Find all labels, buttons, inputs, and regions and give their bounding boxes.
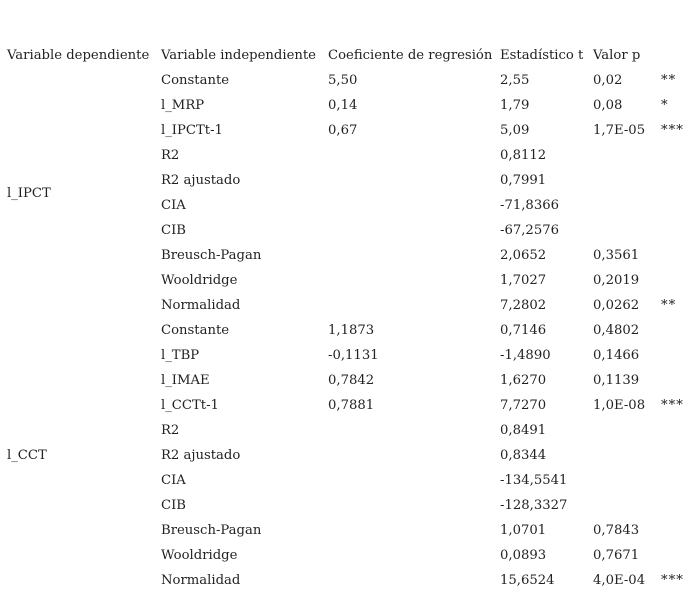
p-value-cell: 0,1466	[593, 348, 640, 363]
p-value-cell: 0,02	[593, 73, 623, 88]
coefficient-cell: 1,1873	[328, 323, 375, 338]
significance-cell: **	[661, 73, 677, 88]
p-value-cell: 1,0E-08	[593, 398, 646, 413]
t-statistic-cell: 0,8491	[500, 423, 547, 438]
table-row	[0, 122, 695, 147]
table-row	[0, 547, 695, 572]
independent-variable-cell: Constante	[161, 323, 230, 338]
table-row	[0, 222, 695, 247]
table-row	[0, 447, 695, 472]
p-value-cell: 0,1139	[593, 373, 640, 388]
header-dependent-variable: Variable dependiente	[7, 48, 150, 63]
t-statistic-cell: 5,09	[500, 123, 530, 138]
table-row	[0, 147, 695, 172]
coefficient-cell: 0,7881	[328, 398, 375, 413]
independent-variable-cell: l_MRP	[161, 98, 205, 113]
table-row	[0, 372, 695, 397]
table-row	[0, 347, 695, 372]
independent-variable-cell: R2	[161, 148, 180, 163]
header-independent-variable: Variable independiente	[161, 48, 316, 63]
coefficient-cell: 5,50	[328, 73, 358, 88]
table-row	[0, 497, 695, 522]
independent-variable-cell: l_IPCTt-1	[161, 123, 223, 138]
header-regression-coefficient: Coeficiente de regresión	[328, 48, 493, 63]
coefficient-cell: 0,14	[328, 98, 358, 113]
significance-cell: ***	[661, 398, 684, 413]
t-statistic-cell: 7,2802	[500, 298, 547, 313]
p-value-cell: 0,2019	[593, 273, 640, 288]
independent-variable-cell: Constante	[161, 73, 230, 88]
significance-cell: ***	[661, 123, 684, 138]
table-row	[0, 172, 695, 197]
t-statistic-cell: -71,8366	[500, 198, 559, 213]
p-value-cell: 0,0262	[593, 298, 640, 313]
significance-cell: ***	[661, 573, 684, 588]
table-row	[0, 297, 695, 322]
header-p-value: Valor p	[593, 48, 641, 63]
p-value-cell: 0,3561	[593, 248, 640, 263]
table-row	[0, 197, 695, 222]
table-row	[0, 272, 695, 297]
significance-cell: *	[661, 98, 669, 113]
independent-variable-cell: CIA	[161, 473, 186, 488]
header-row	[0, 47, 695, 72]
p-value-cell: 0,7671	[593, 548, 640, 563]
p-value-cell: 0,7843	[593, 523, 640, 538]
independent-variable-cell: l_IMAE	[161, 373, 210, 388]
table-row	[0, 97, 695, 122]
t-statistic-cell: 0,0893	[500, 548, 547, 563]
independent-variable-cell: Normalidad	[161, 573, 241, 588]
t-statistic-cell: 0,7146	[500, 323, 547, 338]
coefficient-cell: 0,7842	[328, 373, 375, 388]
coefficient-cell: 0,67	[328, 123, 358, 138]
table-row	[0, 397, 695, 422]
independent-variable-cell: Breusch-Pagan	[161, 248, 262, 263]
t-statistic-cell: 7,7270	[500, 398, 547, 413]
t-statistic-cell: 1,0701	[500, 523, 547, 538]
independent-variable-cell: CIB	[161, 223, 186, 238]
table-row	[0, 322, 695, 347]
independent-variable-cell: CIA	[161, 198, 186, 213]
independent-variable-cell: l_TBP	[161, 348, 200, 363]
t-statistic-cell: -1,4890	[500, 348, 551, 363]
independent-variable-cell: R2 ajustado	[161, 173, 241, 188]
table-row	[0, 472, 695, 497]
independent-variable-cell: Wooldridge	[161, 548, 238, 563]
table-row	[0, 522, 695, 547]
dependent-variable-label: l_CCT	[7, 448, 47, 463]
significance-cell: **	[661, 298, 677, 313]
header-t-statistic: Estadístico t	[500, 48, 584, 63]
t-statistic-cell: 0,8112	[500, 148, 547, 163]
independent-variable-cell: Normalidad	[161, 298, 241, 313]
t-statistic-cell: 15,6524	[500, 573, 555, 588]
independent-variable-cell: l_CCTt-1	[161, 398, 219, 413]
t-statistic-cell: 0,7991	[500, 173, 547, 188]
t-statistic-cell: 1,7027	[500, 273, 547, 288]
table-row	[0, 247, 695, 272]
t-statistic-cell: -67,2576	[500, 223, 559, 238]
p-value-cell: 0,4802	[593, 323, 640, 338]
t-statistic-cell: 1,6270	[500, 373, 547, 388]
table-row	[0, 572, 695, 597]
t-statistic-cell: 2,0652	[500, 248, 547, 263]
dependent-variable-label: l_IPCT	[7, 186, 51, 201]
t-statistic-cell: -128,3327	[500, 498, 568, 513]
table-row	[0, 72, 695, 97]
independent-variable-cell: CIB	[161, 498, 186, 513]
t-statistic-cell: -134,5541	[500, 473, 568, 488]
coefficient-cell: -0,1131	[328, 348, 379, 363]
independent-variable-cell: Breusch-Pagan	[161, 523, 262, 538]
t-statistic-cell: 1,79	[500, 98, 530, 113]
p-value-cell: 1,7E-05	[593, 123, 646, 138]
t-statistic-cell: 2,55	[500, 73, 530, 88]
independent-variable-cell: Wooldridge	[161, 273, 238, 288]
p-value-cell: 4,0E-04	[593, 573, 646, 588]
table-row	[0, 422, 695, 447]
independent-variable-cell: R2	[161, 423, 180, 438]
p-value-cell: 0,08	[593, 98, 623, 113]
t-statistic-cell: 0,8344	[500, 448, 547, 463]
independent-variable-cell: R2 ajustado	[161, 448, 241, 463]
